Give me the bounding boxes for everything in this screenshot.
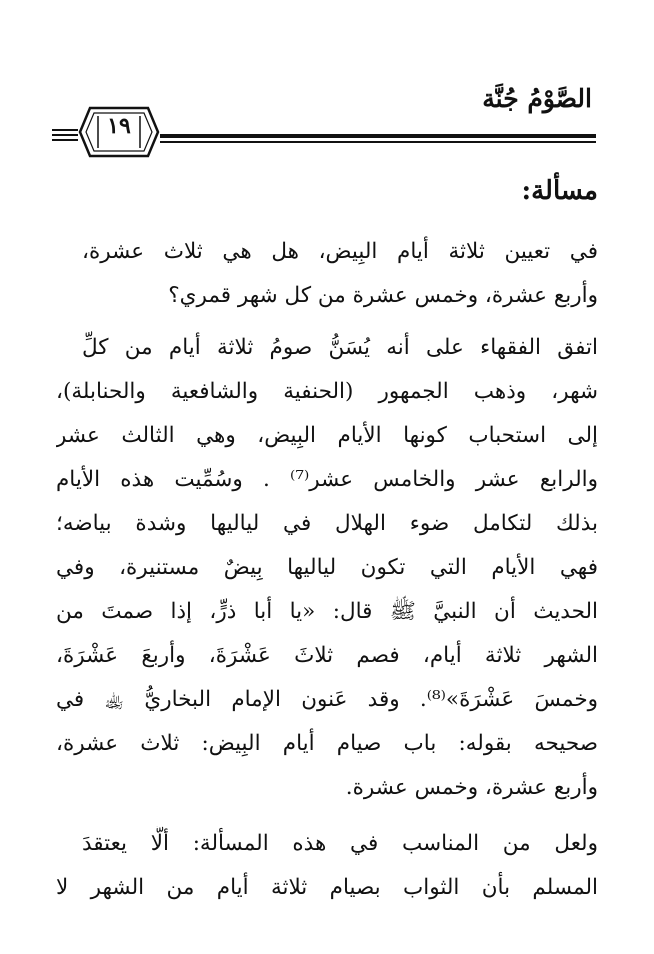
text-line: صحيحه بقوله: باب صيام أيام البِيض: ثلاث عشرة،	[56, 731, 598, 756]
text-line: إلى استحباب كونها الأيام البِيض، وهي الثالث عشر	[56, 423, 598, 448]
text-line: فهي الأيام التي تكون لياليها بِيضٌ مستنيرة، وفي	[56, 555, 598, 580]
text-line: وخمسَ عَشْرَةَ»⁽⁸⁾. وقد عَنون الإمام البخاريُّ ﵀ في	[56, 687, 598, 712]
header-rule	[160, 134, 596, 142]
page-number: ١٩	[107, 113, 131, 139]
text-line: وأربع عشرة، وخمس عشرة.	[345, 775, 598, 800]
text-line: شهر، وذهب الجمهور (الحنفية والشافعية والحنابلة)،	[56, 379, 598, 404]
text-line: بذلك لتكامل ضوء الهلال في لياليها وشدة بياضه؛	[56, 511, 598, 536]
text-line: والرابع عشر والخامس عشر⁽⁷⁾ . وسُمِّيت هذه الأيام	[56, 467, 598, 492]
text-line: في تعيين ثلاثة أيام البِيض، هل هي ثلاث عشرة،	[82, 239, 598, 264]
text-line: وأربع عشرة، وخمس عشرة من كل شهر قمري؟	[168, 283, 598, 308]
text-line: اتفق الفقهاء على أنه يُسَنُّ صومُ ثلاثة أيام من كلِّ	[82, 335, 598, 360]
text-line: المسلم بأن الثواب بصيام ثلاثة أيام من الشهر لا	[56, 875, 598, 900]
text-line: ولعل من المناسب في هذه المسألة: ألَّا يعتقدَ	[82, 831, 598, 856]
text-line: الشهر ثلاثة أيام، فصم ثلاثَ عَشْرَةَ، وأربعَ عَشْرَةَ،	[56, 643, 598, 668]
section-heading: مسألة:	[521, 176, 598, 206]
header-left-rule	[52, 129, 78, 141]
text-line: الحديث أن النبيَّ ﷺ قال: «يا أبا ذرٍّ، إذا صمتَ من	[56, 599, 598, 624]
running-title: الصَّوْمُ جُنَّة	[482, 84, 592, 113]
